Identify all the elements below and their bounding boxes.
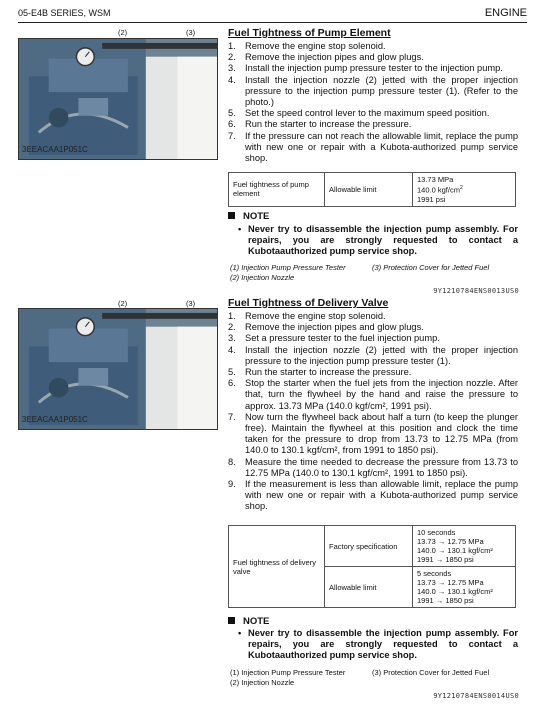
legend-item: (1) Injection Pump Pressure Tester [230, 668, 346, 677]
step-number: 2. [228, 322, 236, 333]
list-item [228, 412, 518, 457]
spec-value [413, 173, 516, 207]
list-item [228, 131, 518, 165]
section-heading: ENGINE [484, 7, 527, 19]
step-text: If the pressure can not reach the allowable limit, replace the pump with new one or repair with a Kubota-authorized pump service shop. [245, 130, 518, 164]
list-item [228, 63, 518, 74]
note-heading [228, 616, 269, 627]
step-text: Set the speed control lever to the maximum speed position. [245, 108, 490, 119]
step-number: 4. [228, 74, 236, 85]
list-item [228, 457, 518, 479]
section-title-delivery-valve: Fuel Tightness of Delivery Valve [228, 297, 389, 309]
legend-item: (2) Injection Nozzle [230, 273, 295, 282]
square-bullet-icon [228, 617, 235, 624]
spec-table-pump-element [228, 172, 516, 207]
step-text: Stop the starter when the fuel jets from the injection nozzle. After that, turn the flywheel by the hand and raise the pressure to approx. 13.73 MPa (140.0 kgf/cm², 1991 psi). [245, 378, 518, 411]
spec-line: 13.73 → 12.75 MPa [417, 578, 484, 587]
list-item [228, 52, 518, 63]
procedure-list-pump-element [228, 41, 518, 164]
spec-line: 13.73 → 12.75 MPa [417, 537, 484, 546]
spec-value-psi: 1991 psi [417, 194, 446, 204]
list-item [228, 75, 518, 109]
step-number: 5. [228, 108, 236, 119]
list-item [228, 345, 518, 367]
step-number: 6. [228, 119, 236, 130]
square-bullet-icon [228, 212, 235, 219]
step-text: Now turn the flywheel back about half a turn (to keep the plunger free). Maintain the flywheel at this position and clock the time taken for the pressure to drop from 13.73 to 12.75 MPa (from 140.0 to 130.1 kgf/cm², from 1991 to 1850 psi). [245, 411, 518, 456]
spec-line: 140.0 → 130.1 kgf/cm² [417, 546, 493, 555]
step-number: 6. [228, 378, 236, 389]
list-item [228, 108, 518, 119]
list-item [228, 119, 518, 130]
legend-delivery-valve [230, 668, 530, 690]
list-item [228, 333, 518, 344]
engine-photo-delivery-valve [18, 308, 218, 430]
superscript: 2 [459, 185, 463, 191]
list-item [228, 367, 518, 378]
spec-item: Fuel tightness of pump element [229, 173, 325, 207]
list-item [228, 311, 518, 322]
step-text: Install the injection nozzle (2) jetted with the proper injection pressure to the injection pump pressure tester (1). (Refer to the photo.) [245, 74, 518, 108]
list-item [228, 322, 518, 333]
legend-item: (3) Protection Cover for Jetted Fuel [372, 668, 490, 677]
section-title-pump-element: Fuel Tightness of Pump Element [228, 27, 391, 39]
note-title: NOTE [243, 616, 270, 627]
spec-label: Allowable limit [325, 567, 413, 608]
step-text: Run the starter to increase the pressure. [245, 119, 412, 130]
document-code: 9Y1210784ENS0013US0 [433, 287, 519, 295]
note-heading [228, 211, 269, 222]
document-code: 9Y1210784ENS0014US0 [433, 692, 519, 700]
spec-value [413, 567, 516, 608]
spec-value-kgf [417, 184, 511, 195]
step-text: Run the starter to increase the pressure. [245, 367, 412, 378]
engine-photo-pump-element [18, 38, 218, 160]
step-number: 3. [228, 63, 236, 74]
step-number: 1. [228, 41, 236, 51]
step-number: 9. [228, 479, 236, 490]
step-text: Remove the injection pipes and glow plugs. [245, 322, 424, 333]
legend-item: (2) Injection Nozzle [230, 678, 295, 687]
spec-item: Fuel tightness of delivery valve [229, 526, 325, 608]
step-number: 2. [228, 52, 236, 63]
list-item [228, 41, 518, 52]
legend-pump-element [230, 263, 530, 285]
step-text: Remove the engine stop solenoid. [245, 311, 386, 321]
step-text: Measure the time needed to decrease the pressure from 13.73 to 12.75 MPa (140.0 to 130.1 kgf/cm², 1991 to 1850 psi). [245, 456, 518, 478]
note-text: Never try to disassemble the injection pump assembly. For repairs, you are strongly requested to contact a Kubotaauthorized pump service shop. [248, 628, 518, 660]
step-number: 7. [228, 130, 236, 141]
header-divider [18, 22, 527, 23]
step-text: Remove the engine stop solenoid. [245, 41, 386, 51]
callout-3: (3) [186, 299, 196, 308]
note-body [238, 224, 518, 257]
spec-line: 1991 → 1850 psi [417, 555, 474, 564]
callout-2: (2) [118, 28, 128, 37]
list-item [228, 378, 518, 412]
document-series: 05-E4B SERIES, WSM [18, 8, 111, 18]
step-number: 1. [228, 311, 236, 321]
step-number: 5. [228, 367, 236, 378]
step-number: 3. [228, 333, 236, 344]
step-text: Set a pressure tester to the fuel injection pump. [245, 333, 440, 344]
spec-line: 1991 → 1850 psi [417, 596, 474, 605]
note-body [238, 628, 518, 661]
legend-item: (3) Protection Cover for Jetted Fuel [372, 263, 490, 272]
bullet-icon: • [238, 628, 242, 638]
note-title: NOTE [243, 211, 270, 222]
list-item [228, 479, 518, 513]
procedure-list-delivery-valve [228, 311, 518, 513]
step-number: 7. [228, 411, 236, 422]
callout-2: (2) [118, 299, 128, 308]
spec-line: 10 seconds [417, 528, 456, 537]
note-text: Never try to disassemble the injection pump assembly. For repairs, you are strongly requested to contact a Kubotaauthorized pump service shop. [248, 224, 518, 256]
step-text: If the measurement is less than allowable limit, replace the pump with new one or repair with a Kubota-authorized pump service shop. [245, 479, 518, 512]
photo-caption: 3EEACAA1P051C [22, 415, 88, 424]
callout-3: (3) [186, 28, 196, 37]
step-text: Install the injection nozzle (2) jetted with the proper injection pressure to the injection pump pressure tester (1). [245, 344, 518, 366]
bullet-icon: • [238, 224, 242, 234]
spec-value-kgf-text: 140.0 kgf/cm [417, 185, 460, 195]
spec-line: 140.0 → 130.1 kgf/cm² [417, 587, 493, 596]
step-text: Remove the injection pipes and glow plugs. [245, 52, 424, 63]
spec-label: Factory specification [325, 526, 413, 567]
step-number: 8. [228, 456, 236, 467]
step-text: Install the injection pump pressure tester to the injection pump. [245, 63, 503, 74]
spec-value-mpa: 13.73 MPa [417, 175, 454, 184]
spec-table-delivery-valve [228, 525, 516, 608]
photo-caption: 3EEACAA1P051C [22, 145, 88, 154]
legend-item: (1) Injection Pump Pressure Tester [230, 263, 346, 272]
spec-line: 5 seconds [417, 569, 452, 578]
spec-label: Allowable limit [325, 173, 413, 207]
spec-value [413, 526, 516, 567]
step-number: 4. [228, 344, 236, 355]
